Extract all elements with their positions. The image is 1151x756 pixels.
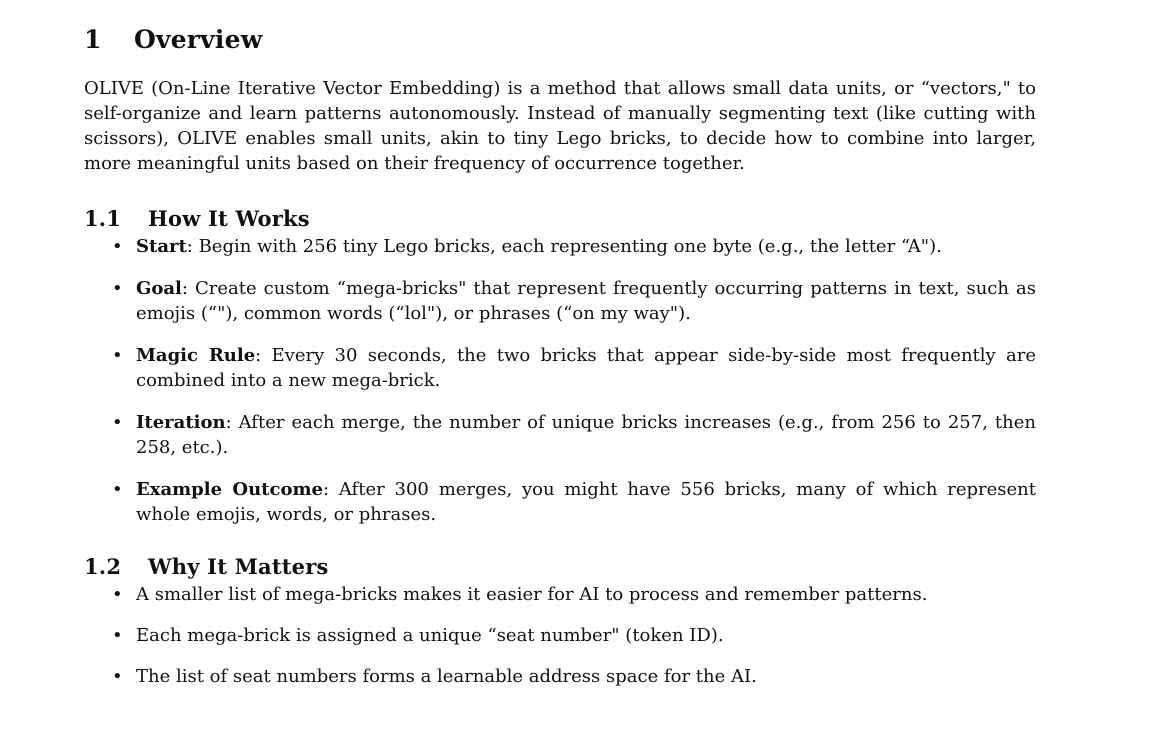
why-it-matters-list [84,582,1036,689]
subsection-title: How It Works [148,206,310,231]
item-term: Goal [136,278,182,299]
list-item [84,477,1036,527]
item-term: Start [136,236,187,257]
bullet-icon: • [112,278,123,299]
list-item [84,234,1036,259]
item-text: : Create custom “mega-bricks" that represent frequently occurring patterns in text, such as emojis (“"), common words (“lol"), or phrases (“on my way"). [136,278,1036,324]
item-term: Iteration [136,412,226,433]
bullet-icon: • [112,412,123,433]
list-item [84,623,1036,648]
item-text: : After 300 merges, you might have 556 bricks, many of which represent whole emojis, words, or phrases. [136,479,1036,525]
list-item [84,343,1036,393]
bullet-icon: • [112,666,123,687]
subsection-number: 1.2 [84,554,122,579]
item-text: Each mega-brick is assigned a unique “seat number" (token ID). [136,625,724,646]
how-it-works-list [84,234,1036,527]
bullet-icon: • [112,479,123,500]
document-page [84,20,1036,689]
subsection-heading-how-it-works [84,204,1036,234]
overview-paragraph: OLIVE (On-Line Iterative Vector Embedding) is a method that allows small data units, or “vectors," to self-organize and learn patterns autonomously. Instead of manually segmenting text (like cutting with scissors), OLIVE enables small units, akin to tiny Lego bricks, to decide how to combine into larger, more meaningful units based on their frequency of occurrence together. [84,78,1036,174]
subsection-heading-why-it-matters [84,552,1036,582]
bullet-icon: • [112,584,123,605]
item-text: A smaller list of mega-bricks makes it easier for AI to process and remember patterns. [136,584,928,605]
list-item [84,664,1036,689]
item-term: Example Outcome [136,479,323,500]
bullet-icon: • [112,345,123,366]
section-title: Overview [134,25,263,54]
subsection-number: 1.1 [84,206,122,231]
item-text: : Begin with 256 tiny Lego bricks, each representing one byte (e.g., the letter “A"). [186,236,942,257]
item-text: The list of seat numbers forms a learnable address space for the AI. [136,666,757,687]
bullet-icon: • [112,236,123,257]
item-text: : After each merge, the number of unique bricks increases (e.g., from 256 to 257, then 258, etc.). [136,412,1036,458]
list-item [84,410,1036,460]
section-number: 1 [84,25,102,54]
list-item [84,276,1036,326]
section-heading [84,20,1036,60]
item-text: : Every 30 seconds, the two bricks that appear side-by-side most frequently are combined into a new mega-brick. [136,345,1036,391]
item-term: Magic Rule [136,345,256,366]
bullet-icon: • [112,625,123,646]
list-item [84,582,1036,607]
subsection-title: Why It Matters [148,554,329,579]
